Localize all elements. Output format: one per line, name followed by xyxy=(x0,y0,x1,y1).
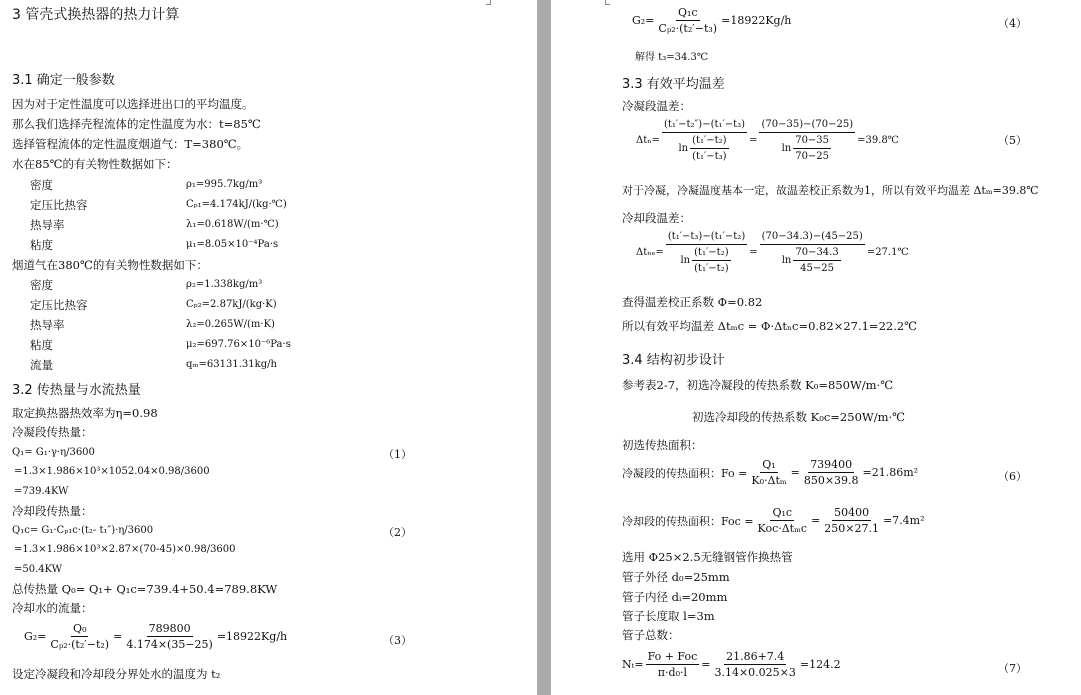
numerator: 70−34.3 xyxy=(793,246,840,261)
eq-rhs: =18922Kg/h xyxy=(721,14,792,27)
denominator xyxy=(780,133,835,163)
numerator: Q₀ xyxy=(73,622,87,635)
text-line: 因为对于定性温度可以选择进出口的平均温度。 xyxy=(12,97,254,111)
prop-name: 粘度 xyxy=(30,338,53,352)
denominator xyxy=(676,133,732,163)
prop-value: Cₚ₁=4.174kJ/(kg·℃) xyxy=(186,199,287,210)
eq-rhs: =27.1℃ xyxy=(866,247,909,258)
denominator: Cₚ₂·(t₂′−t₂) xyxy=(50,638,110,651)
fraction xyxy=(760,230,865,275)
section-3-4-title: 3.4 结构初步设计 xyxy=(622,353,725,368)
equation-line: =739.4KW xyxy=(14,486,69,497)
prop-name: 热导率 xyxy=(30,318,65,332)
left-page xyxy=(0,0,537,695)
prop-name: 热导率 xyxy=(30,218,65,232)
ln-symbol: ln xyxy=(678,143,689,154)
text-line: 那么我们选择壳程流体的定性温度为水：t=85℃ xyxy=(12,117,261,131)
denominator: 250×27.1 xyxy=(824,522,879,535)
denominator: π·d₀·l xyxy=(657,666,687,679)
numerator: (t₁′−t₂″)−(t₁′−t₃) xyxy=(662,118,747,133)
equation-6 xyxy=(622,458,918,487)
numerator: 739400 xyxy=(810,458,853,471)
denominator: K₀·Δtₘ xyxy=(751,474,787,487)
denominator: 850×39.8 xyxy=(803,474,859,487)
equation-number: （3） xyxy=(383,634,412,647)
text-line: 管子总数： xyxy=(622,628,680,642)
text-line: 水在85℃的有关物性数据如下： xyxy=(12,157,178,171)
text-line: 选用 Φ25×2.5无缝钢管作换热管 xyxy=(622,550,793,564)
equation-5 xyxy=(636,118,899,163)
eq-sign: = xyxy=(749,135,758,146)
fraction xyxy=(749,458,788,487)
numerator: Fo + Foc xyxy=(647,650,698,663)
equation-number: （5） xyxy=(998,134,1027,147)
text-line: 参考表2-7，初选冷凝段的传热系数 K₀=850W/m·℃ xyxy=(622,378,894,392)
fraction xyxy=(690,134,729,163)
ln-symbol: ln xyxy=(781,143,792,154)
prop-value: λ₂=0.265W/(m·K) xyxy=(186,319,275,330)
equation-line: =1.3×1.986×10³×1052.04×0.98/3600 xyxy=(14,466,210,477)
section-3-2-title: 3.2 传热量与水流热量 xyxy=(12,383,141,398)
denominator: Koc·Δtₘc xyxy=(757,522,808,535)
denominator: Cₚ₂·(t₂′−t₃) xyxy=(658,22,718,35)
numerator: 50400 xyxy=(834,506,870,519)
prop-value: λ₁=0.618W/(m·℃) xyxy=(186,219,279,230)
right-page xyxy=(551,0,1081,695)
fraction xyxy=(822,506,881,535)
denominator xyxy=(678,245,734,275)
prop-value: ρ₁=995.7kg/m³ xyxy=(186,179,263,190)
fraction xyxy=(712,650,797,679)
equation-line: Q₁= G₁·γ·η/3600 xyxy=(12,447,95,458)
eq-lhs: 冷却段的传热面积：Foc = xyxy=(622,514,754,528)
eq-sign: = xyxy=(790,466,800,479)
text-line: 设定冷凝段和冷却段分界处水的温度为 t₂ xyxy=(12,667,221,681)
equation-line: =1.3×1.986×10³×2.87×(70-45)×0.98/3600 xyxy=(14,544,236,555)
prop-value: μ₁=8.05×10⁻⁴Pa·s xyxy=(186,239,279,250)
denominator: 70−25 xyxy=(795,151,830,162)
fraction xyxy=(124,622,215,651)
numerator: (t₁′−t₂) xyxy=(692,246,731,261)
text-line: 解得 t₃=34.3℃ xyxy=(635,52,709,63)
chapter-heading: 3 管壳式换热器的热力计算 xyxy=(12,7,180,23)
equation-line: =50.4KW xyxy=(14,564,63,575)
equation-cooling-dt xyxy=(636,230,909,275)
text-line: 对于冷凝，冷凝温度基本一定，故温差校正系数为1，所以有效平均温差 Δtₘ=39.8℃ xyxy=(622,184,1039,197)
text-line: 冷凝段温差： xyxy=(622,99,691,113)
eq-lhs: Nₜ= xyxy=(622,658,644,671)
eq-sign: = xyxy=(749,247,758,258)
numerator: (70−35)−(70−25) xyxy=(759,118,855,133)
fraction xyxy=(656,6,719,35)
text-line: 冷却段传热量： xyxy=(12,504,93,518)
equation-7 xyxy=(622,650,841,679)
fraction xyxy=(48,622,111,651)
eq-lhs: Δtₙₑ= xyxy=(636,247,664,258)
equation-number: （1） xyxy=(383,448,412,461)
eq-lhs: Δtₙ= xyxy=(636,135,660,146)
text-line: 初选传热面积： xyxy=(622,438,703,452)
equation-number: （2） xyxy=(383,526,412,539)
text-line: 管子外径 d₀=25mm xyxy=(622,570,730,584)
denominator: 45−25 xyxy=(800,263,834,274)
numerator: (t₁′−t₂) xyxy=(690,134,729,149)
prop-name: 定压比热容 xyxy=(30,198,88,212)
prop-name: 粘度 xyxy=(30,238,53,252)
eq-sign: = xyxy=(113,630,123,643)
ln-symbol: ln xyxy=(781,255,792,266)
numerator: Q₁c xyxy=(772,506,793,519)
text-line: 选择管程流体的定性温度烟道气：T=380℃。 xyxy=(12,137,249,151)
text-line: 管子内径 dᵢ=20mm xyxy=(622,590,728,604)
text-line: 总传热量 Q₀= Q₁+ Q₁c=739.4+50.4=789.8KW xyxy=(12,582,278,596)
eq-rhs: =124.2 xyxy=(799,658,841,671)
eq-rhs: =7.4m² xyxy=(882,514,925,527)
text-line: 冷凝段传热量： xyxy=(12,425,93,439)
denominator: (t₁′−t₂) xyxy=(694,263,729,274)
fraction xyxy=(666,230,747,275)
text-line: 冷却段温差： xyxy=(622,211,691,225)
text-line: 冷却水的流量： xyxy=(12,601,93,615)
fraction xyxy=(793,246,840,275)
eq-rhs: =39.8℃ xyxy=(857,135,899,146)
equation-number: （6） xyxy=(998,470,1027,483)
numerator: 21.86+7.4 xyxy=(726,650,785,663)
equation-line: Q₁c= G₁·Cₚ₁c·(t₂- t₁″)·η/3600 xyxy=(12,525,154,536)
numerator: (70−34.3)−(45−25) xyxy=(760,230,865,245)
denominator: (t₁′−t₃) xyxy=(692,151,727,162)
denominator: 3.14×0.025×3 xyxy=(714,666,796,679)
fraction xyxy=(692,246,731,275)
margin-mark xyxy=(605,0,610,5)
numerator: (t₁′−t₃)−(t₁′−t₂) xyxy=(666,230,747,245)
text-line: 烟道气在380℃的有关物性数据如下： xyxy=(12,258,208,272)
denominator xyxy=(780,245,845,275)
fraction xyxy=(646,650,700,679)
text-line: 管子长度取 l=3m xyxy=(622,609,715,623)
text-line: 所以有效平均温差 Δtₘc = Φ·Δtₙc=0.82×27.1=22.2℃ xyxy=(622,319,918,333)
prop-value: qₘ=63131.31kg/h xyxy=(186,359,277,370)
fraction xyxy=(759,118,855,163)
ln-symbol: ln xyxy=(680,255,691,266)
equation-4 xyxy=(632,6,791,35)
numerator: 70−35 xyxy=(793,134,831,149)
equation-number: （7） xyxy=(998,662,1027,675)
eq-lhs: G₂= xyxy=(632,14,655,27)
text-line: 取定换热器热效率为η=0.98 xyxy=(12,406,158,420)
text-line: 初选冷却段的传热系数 K₀c=250W/m·℃ xyxy=(692,410,906,424)
margin-mark xyxy=(486,0,491,5)
page-gutter xyxy=(537,0,551,695)
text-line: 查得温差校正系数 Φ=0.82 xyxy=(622,295,763,309)
eq-rhs: =18922Kg/h xyxy=(216,630,288,643)
section-3-1-title: 3.1 确定一般参数 xyxy=(12,73,115,88)
prop-value: Cₚ₂=2.87kJ/(kg·K) xyxy=(186,299,277,310)
numerator: Q₁ xyxy=(762,458,776,471)
eq-sign: = xyxy=(811,514,821,527)
numerator: 789800 xyxy=(148,622,191,635)
prop-name: 定压比热容 xyxy=(30,298,88,312)
equation-number: （4） xyxy=(998,17,1027,30)
prop-name: 密度 xyxy=(30,278,53,292)
fraction xyxy=(802,458,861,487)
prop-value: ρ₂=1.338kg/m³ xyxy=(186,279,263,290)
prop-name: 密度 xyxy=(30,178,53,192)
fraction xyxy=(756,506,809,535)
prop-value: μ₂=697.76×10⁻⁶Pa·s xyxy=(186,339,291,350)
fraction xyxy=(662,118,747,163)
eq-rhs: =21.86m² xyxy=(862,466,919,479)
eq-lhs: G₂= xyxy=(24,630,47,643)
equation-3 xyxy=(24,622,287,651)
numerator: Q₁c xyxy=(677,6,698,19)
fraction xyxy=(793,134,831,163)
eq-lhs: 冷凝段的传热面积：Fo = xyxy=(622,466,748,480)
equation-cooling-area xyxy=(622,506,925,535)
section-3-3-title: 3.3 有效平均温差 xyxy=(622,77,725,92)
eq-sign: = xyxy=(701,658,711,671)
prop-name: 流量 xyxy=(30,358,53,372)
denominator: 4.174×(35−25) xyxy=(126,638,213,651)
